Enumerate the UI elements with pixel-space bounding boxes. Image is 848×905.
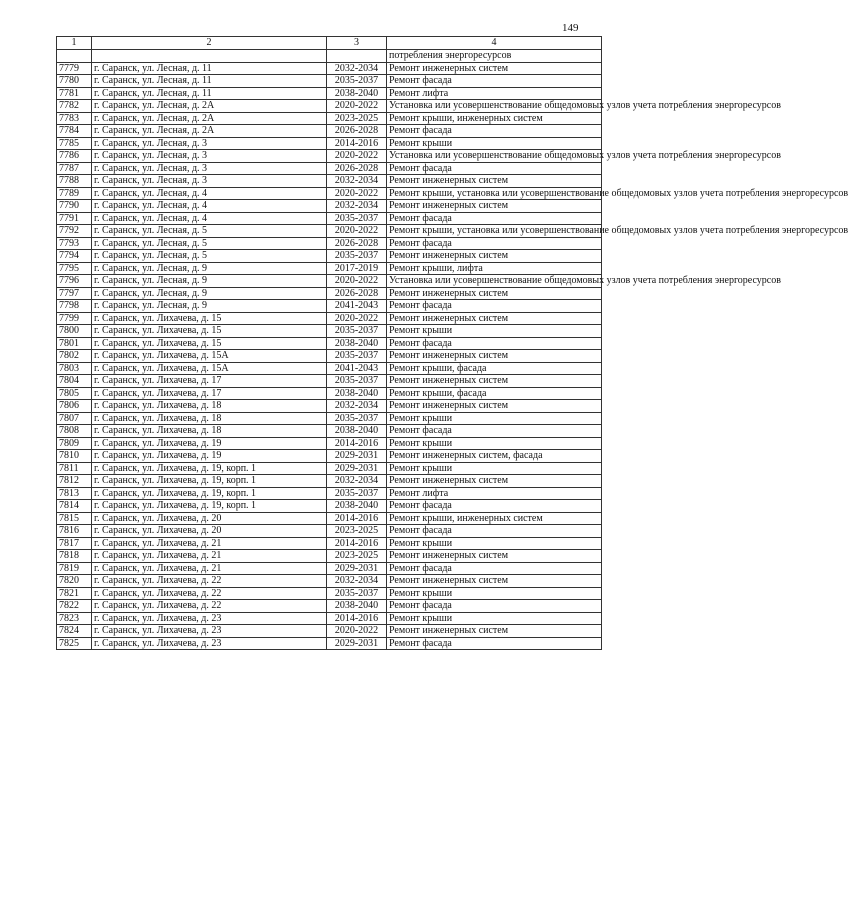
table-row xyxy=(57,287,602,300)
row-number: 7788 xyxy=(57,175,92,188)
row-number: 7815 xyxy=(57,512,92,525)
row-number: 7806 xyxy=(57,400,92,413)
table-row xyxy=(57,637,602,650)
row-period: 2023-2025 xyxy=(327,525,387,538)
row-work-type: Ремонт крыши xyxy=(387,462,602,475)
row-work-type: Ремонт инженерных систем xyxy=(387,200,602,213)
row-number: 7805 xyxy=(57,387,92,400)
row-period: 2014-2016 xyxy=(327,612,387,625)
table-row xyxy=(57,500,602,513)
row-number: 7807 xyxy=(57,412,92,425)
row-period: 2035-2037 xyxy=(327,375,387,388)
row-address: г. Саранск, ул. Лесная, д. 2А xyxy=(92,100,327,113)
table-row xyxy=(57,512,602,525)
table-row xyxy=(57,112,602,125)
row-address: г. Саранск, ул. Лесная, д. 3 xyxy=(92,175,327,188)
row-address: г. Саранск, ул. Лихачева, д. 15А xyxy=(92,350,327,363)
table-row xyxy=(57,550,602,563)
table-row xyxy=(57,387,602,400)
row-period: 2035-2037 xyxy=(327,250,387,263)
row-work-type: Ремонт фасада xyxy=(387,75,602,88)
table-row xyxy=(57,225,602,238)
row-address: г. Саранск, ул. Лесная, д. 4 xyxy=(92,200,327,213)
row-number: 7782 xyxy=(57,100,92,113)
table-header-row xyxy=(57,37,602,50)
row-work-type: Ремонт крыши, фасада xyxy=(387,362,602,375)
row-address: г. Саранск, ул. Лесная, д. 9 xyxy=(92,300,327,313)
row-number: 7798 xyxy=(57,300,92,313)
row-period: 2038-2040 xyxy=(327,425,387,438)
row-period: 2038-2040 xyxy=(327,87,387,100)
row-period: 2029-2031 xyxy=(327,462,387,475)
row-number: 7808 xyxy=(57,425,92,438)
table-row xyxy=(57,250,602,263)
row-period: 2020-2022 xyxy=(327,225,387,238)
row-work-type: Ремонт фасада xyxy=(387,300,602,313)
row-address: г. Саранск, ул. Лесная, д. 2А xyxy=(92,125,327,138)
row-number: 7789 xyxy=(57,187,92,200)
row-period: 2026-2028 xyxy=(327,237,387,250)
table-row xyxy=(57,350,602,363)
row-period: 2035-2037 xyxy=(327,587,387,600)
row-period: 2014-2016 xyxy=(327,537,387,550)
row-address: г. Саранск, ул. Лесная, д. 2А xyxy=(92,112,327,125)
row-period: 2020-2022 xyxy=(327,100,387,113)
row-work-type: Ремонт фасада xyxy=(387,637,602,650)
row-number: 7802 xyxy=(57,350,92,363)
row-period: 2041-2043 xyxy=(327,362,387,375)
row-address: г. Саранск, ул. Лихачева, д. 19, корп. 1 xyxy=(92,462,327,475)
row-address: г. Саранск, ул. Лесная, д. 11 xyxy=(92,75,327,88)
row-period: 2026-2028 xyxy=(327,162,387,175)
table-row xyxy=(57,475,602,488)
row-address: г. Саранск, ул. Лихачева, д. 18 xyxy=(92,400,327,413)
row-number: 7809 xyxy=(57,437,92,450)
row-address: г. Саранск, ул. Лесная, д. 4 xyxy=(92,187,327,200)
table-row xyxy=(57,62,602,75)
table-row xyxy=(57,487,602,500)
table-row xyxy=(57,412,602,425)
row-work-type: Ремонт фасада xyxy=(387,212,602,225)
row-address: г. Саранск, ул. Лихачева, д. 19 xyxy=(92,450,327,463)
row-work-type: Ремонт крыши, установка или усовершенствование общедомовых узлов учета потребления энергоресурсов xyxy=(387,187,602,200)
row-period: 2026-2028 xyxy=(327,287,387,300)
row-address: г. Саранск, ул. Лихачева, д. 23 xyxy=(92,612,327,625)
row-address: г. Саранск, ул. Лихачева, д. 15 xyxy=(92,312,327,325)
table-row xyxy=(57,150,602,163)
row-number: 7799 xyxy=(57,312,92,325)
row-period: 2029-2031 xyxy=(327,450,387,463)
row-work-type: Ремонт инженерных систем xyxy=(387,312,602,325)
row-work-type: Ремонт лифта xyxy=(387,487,602,500)
row-period: 2029-2031 xyxy=(327,562,387,575)
row-address: г. Саранск, ул. Лихачева, д. 22 xyxy=(92,587,327,600)
row-address: г. Саранск, ул. Лихачева, д. 17 xyxy=(92,375,327,388)
row-number: 7803 xyxy=(57,362,92,375)
row-address: г. Саранск, ул. Лихачева, д. 15А xyxy=(92,362,327,375)
row-period: 2032-2034 xyxy=(327,200,387,213)
row-address: г. Саранск, ул. Лесная, д. 4 xyxy=(92,212,327,225)
row-number: 7822 xyxy=(57,600,92,613)
table-row xyxy=(57,275,602,288)
row-address: г. Саранск, ул. Лесная, д. 3 xyxy=(92,137,327,150)
row-number: 7791 xyxy=(57,212,92,225)
table-row xyxy=(57,612,602,625)
continuation-row xyxy=(57,50,602,63)
row-number: 7797 xyxy=(57,287,92,300)
row-number: 7816 xyxy=(57,525,92,538)
row-period: 2035-2037 xyxy=(327,412,387,425)
row-number: 7820 xyxy=(57,575,92,588)
row-period: 2014-2016 xyxy=(327,512,387,525)
row-number: 7794 xyxy=(57,250,92,263)
row-address: г. Саранск, ул. Лесная, д. 5 xyxy=(92,225,327,238)
row-work-type: Ремонт лифта xyxy=(387,87,602,100)
row-work-type: Ремонт инженерных систем xyxy=(387,575,602,588)
row-work-type: Ремонт инженерных систем, фасада xyxy=(387,450,602,463)
row-number: 7812 xyxy=(57,475,92,488)
row-address: г. Саранск, ул. Лихачева, д. 20 xyxy=(92,525,327,538)
row-work-type: Установка или усовершенствование общедомовых узлов учета потребления энергоресурсов xyxy=(387,100,602,113)
row-address: г. Саранск, ул. Лихачева, д. 21 xyxy=(92,550,327,563)
row-address: г. Саранск, ул. Лихачева, д. 22 xyxy=(92,600,327,613)
column-header-period: 3 xyxy=(327,37,387,50)
table-row xyxy=(57,162,602,175)
row-address: г. Саранск, ул. Лихачева, д. 19, корп. 1 xyxy=(92,500,327,513)
row-work-type: Ремонт крыши xyxy=(387,137,602,150)
row-period: 2017-2019 xyxy=(327,262,387,275)
row-work-type: Ремонт инженерных систем xyxy=(387,375,602,388)
row-work-type: Ремонт крыши, фасада xyxy=(387,387,602,400)
table-body xyxy=(57,50,848,650)
row-period: 2032-2034 xyxy=(327,175,387,188)
row-work-type: Ремонт инженерных систем xyxy=(387,550,602,563)
table-row xyxy=(57,575,602,588)
row-address: г. Саранск, ул. Лихачева, д. 15 xyxy=(92,337,327,350)
table-row xyxy=(57,425,602,438)
row-address: г. Саранск, ул. Лесная, д. 11 xyxy=(92,87,327,100)
row-work-type: Ремонт крыши xyxy=(387,412,602,425)
row-period: 2020-2022 xyxy=(327,187,387,200)
row-address: г. Саранск, ул. Лихачева, д. 19, корп. 1 xyxy=(92,487,327,500)
row-address: г. Саранск, ул. Лихачева, д. 23 xyxy=(92,625,327,638)
table-row xyxy=(57,400,602,413)
table-row xyxy=(57,125,602,138)
row-period: 2023-2025 xyxy=(327,112,387,125)
row-address: г. Саранск, ул. Лихачева, д. 23 xyxy=(92,637,327,650)
row-address: г. Саранск, ул. Лесная, д. 9 xyxy=(92,275,327,288)
row-period: 2020-2022 xyxy=(327,625,387,638)
row-address: г. Саранск, ул. Лесная, д. 3 xyxy=(92,162,327,175)
row-address: г. Саранск, ул. Лихачева, д. 18 xyxy=(92,412,327,425)
page-number: 149 xyxy=(562,22,579,34)
row-number: 7790 xyxy=(57,200,92,213)
table-row xyxy=(57,137,602,150)
row-number: 7795 xyxy=(57,262,92,275)
row-number: 7784 xyxy=(57,125,92,138)
row-number: 7825 xyxy=(57,637,92,650)
row-address: г. Саранск, ул. Лесная, д. 3 xyxy=(92,150,327,163)
row-period: 2032-2034 xyxy=(327,575,387,588)
table-row xyxy=(57,337,602,350)
row-address: г. Саранск, ул. Лихачева, д. 20 xyxy=(92,512,327,525)
row-period: 2032-2034 xyxy=(327,62,387,75)
row-address: г. Саранск, ул. Лихачева, д. 19, корп. 1 xyxy=(92,475,327,488)
row-number: 7792 xyxy=(57,225,92,238)
row-work-type: Ремонт инженерных систем xyxy=(387,175,602,188)
row-address: г. Саранск, ул. Лихачева, д. 18 xyxy=(92,425,327,438)
table-row xyxy=(57,175,602,188)
table-row xyxy=(57,300,602,313)
row-number: 7800 xyxy=(57,325,92,338)
row-work-type: Ремонт крыши xyxy=(387,437,602,450)
row-work-type: Ремонт инженерных систем xyxy=(387,287,602,300)
row-period: 2038-2040 xyxy=(327,600,387,613)
row-work-type: Ремонт инженерных систем xyxy=(387,350,602,363)
continuation-text: потребления энергоресурсов xyxy=(387,50,602,63)
repair-schedule-table xyxy=(56,36,848,650)
table-row xyxy=(57,587,602,600)
row-number: 7814 xyxy=(57,500,92,513)
row-number: 7804 xyxy=(57,375,92,388)
row-number: 7785 xyxy=(57,137,92,150)
table-row xyxy=(57,212,602,225)
table-row xyxy=(57,87,602,100)
row-address: г. Саранск, ул. Лихачева, д. 19 xyxy=(92,437,327,450)
table-row xyxy=(57,537,602,550)
row-period: 2035-2037 xyxy=(327,350,387,363)
row-work-type: Ремонт фасада xyxy=(387,562,602,575)
row-address: г. Саранск, ул. Лесная, д. 11 xyxy=(92,62,327,75)
row-work-type: Ремонт крыши, инженерных систем xyxy=(387,512,602,525)
table-row xyxy=(57,600,602,613)
row-period: 2041-2043 xyxy=(327,300,387,313)
row-period: 2020-2022 xyxy=(327,275,387,288)
row-address: г. Саранск, ул. Лихачева, д. 15 xyxy=(92,325,327,338)
row-number: 7818 xyxy=(57,550,92,563)
row-period: 2035-2037 xyxy=(327,75,387,88)
row-period: 2038-2040 xyxy=(327,500,387,513)
row-period: 2020-2022 xyxy=(327,150,387,163)
row-address: г. Саранск, ул. Лесная, д. 9 xyxy=(92,287,327,300)
table-row xyxy=(57,437,602,450)
table-row xyxy=(57,362,602,375)
row-period: 2014-2016 xyxy=(327,137,387,150)
row-number: 7796 xyxy=(57,275,92,288)
row-work-type: Ремонт крыши xyxy=(387,537,602,550)
row-number: 7780 xyxy=(57,75,92,88)
row-work-type: Ремонт фасада xyxy=(387,337,602,350)
table-row xyxy=(57,100,602,113)
row-work-type: Ремонт крыши, лифта xyxy=(387,262,602,275)
row-work-type: Установка или усовершенствование общедомовых узлов учета потребления энергоресурсов xyxy=(387,275,602,288)
row-period: 2014-2016 xyxy=(327,437,387,450)
row-work-type: Ремонт инженерных систем xyxy=(387,250,602,263)
row-period: 2032-2034 xyxy=(327,475,387,488)
row-work-type: Ремонт фасада xyxy=(387,525,602,538)
row-address: г. Саранск, ул. Лихачева, д. 21 xyxy=(92,537,327,550)
table-row xyxy=(57,375,602,388)
table-row xyxy=(57,312,602,325)
row-number: 7819 xyxy=(57,562,92,575)
row-work-type: Ремонт фасада xyxy=(387,162,602,175)
row-period: 2020-2022 xyxy=(327,312,387,325)
row-number: 7783 xyxy=(57,112,92,125)
row-work-type: Ремонт крыши xyxy=(387,325,602,338)
row-number: 7781 xyxy=(57,87,92,100)
row-work-type: Ремонт крыши xyxy=(387,587,602,600)
row-work-type: Ремонт инженерных систем xyxy=(387,400,602,413)
row-address: г. Саранск, ул. Лихачева, д. 22 xyxy=(92,575,327,588)
row-period: 2035-2037 xyxy=(327,212,387,225)
column-header-number: 1 xyxy=(57,37,92,50)
row-number: 7786 xyxy=(57,150,92,163)
row-period: 2038-2040 xyxy=(327,387,387,400)
row-number: 7801 xyxy=(57,337,92,350)
row-work-type: Ремонт фасада xyxy=(387,237,602,250)
row-period: 2038-2040 xyxy=(327,337,387,350)
row-work-type: Ремонт крыши xyxy=(387,612,602,625)
table-row xyxy=(57,325,602,338)
row-number: 7779 xyxy=(57,62,92,75)
row-period: 2026-2028 xyxy=(327,125,387,138)
table-row xyxy=(57,75,602,88)
row-work-type: Установка или усовершенствование общедомовых узлов учета потребления энергоресурсов xyxy=(387,150,602,163)
row-address: г. Саранск, ул. Лесная, д. 9 xyxy=(92,262,327,275)
column-header-work-type: 4 xyxy=(387,37,602,50)
row-address: г. Саранск, ул. Лесная, д. 5 xyxy=(92,237,327,250)
row-work-type: Ремонт инженерных систем xyxy=(387,625,602,638)
table-row xyxy=(57,562,602,575)
row-number: 7817 xyxy=(57,537,92,550)
row-work-type: Ремонт инженерных систем xyxy=(387,475,602,488)
row-number: 7821 xyxy=(57,587,92,600)
row-work-type: Ремонт инженерных систем xyxy=(387,62,602,75)
table-row xyxy=(57,625,602,638)
row-number: 7823 xyxy=(57,612,92,625)
row-work-type: Ремонт крыши, инженерных систем xyxy=(387,112,602,125)
row-period: 2035-2037 xyxy=(327,325,387,338)
table-row xyxy=(57,262,602,275)
row-number: 7793 xyxy=(57,237,92,250)
row-period: 2032-2034 xyxy=(327,400,387,413)
row-number: 7810 xyxy=(57,450,92,463)
row-work-type: Ремонт фасада xyxy=(387,425,602,438)
column-header-address: 2 xyxy=(92,37,327,50)
row-number: 7787 xyxy=(57,162,92,175)
row-number: 7811 xyxy=(57,462,92,475)
row-work-type: Ремонт фасада xyxy=(387,600,602,613)
row-work-type: Ремонт крыши, установка или усовершенствование общедомовых узлов учета потребления энергоресурсов xyxy=(387,225,602,238)
row-period: 2035-2037 xyxy=(327,487,387,500)
table-row xyxy=(57,200,602,213)
table-row xyxy=(57,450,602,463)
row-period: 2023-2025 xyxy=(327,550,387,563)
row-number: 7813 xyxy=(57,487,92,500)
row-number: 7824 xyxy=(57,625,92,638)
table-row xyxy=(57,237,602,250)
row-address: г. Саранск, ул. Лесная, д. 5 xyxy=(92,250,327,263)
table-row xyxy=(57,187,602,200)
table-row xyxy=(57,525,602,538)
row-period: 2029-2031 xyxy=(327,637,387,650)
row-work-type: Ремонт фасада xyxy=(387,125,602,138)
row-address: г. Саранск, ул. Лихачева, д. 17 xyxy=(92,387,327,400)
table-row xyxy=(57,462,602,475)
row-address: г. Саранск, ул. Лихачева, д. 21 xyxy=(92,562,327,575)
row-work-type: Ремонт фасада xyxy=(387,500,602,513)
